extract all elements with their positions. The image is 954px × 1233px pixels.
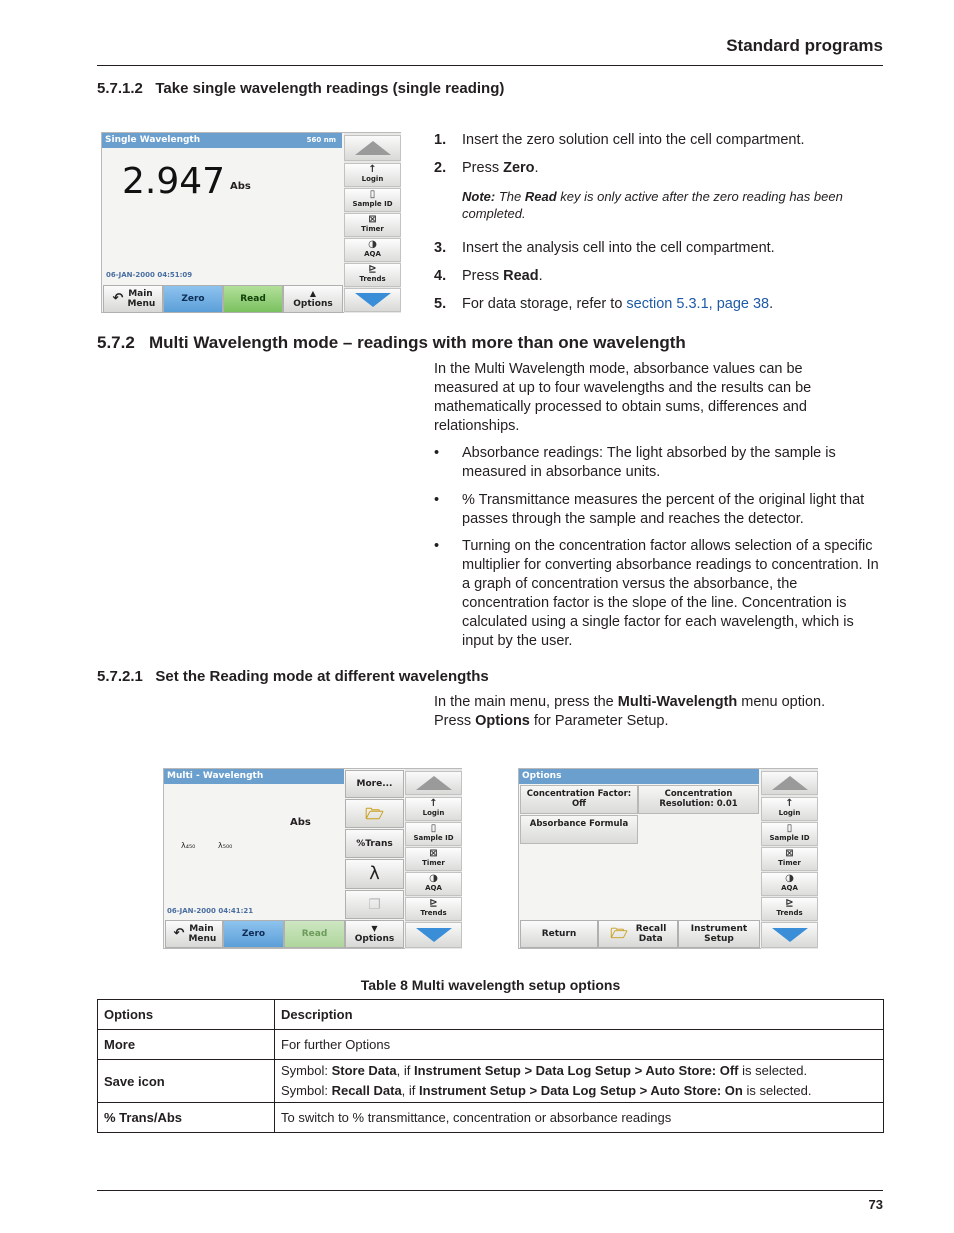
trends-icon: ⊵: [429, 898, 438, 909]
bullet-absorbance: • Absorbance readings: The light absorbed by the sample is measured in absorbance units.: [434, 445, 836, 480]
main-menu-button[interactable]: ↶ Main Menu: [103, 285, 163, 313]
section-5721-line2: Press Options for Parameter Setup.: [434, 713, 669, 729]
absorbance-formula-button[interactable]: Absorbance Formula: [520, 815, 638, 844]
timer-button[interactable]: ⊠ Timer: [761, 847, 818, 871]
read-button[interactable]: Read: [223, 285, 283, 313]
section-link[interactable]: section 5.3.1, page 38: [626, 296, 770, 312]
section-572-heading: 5.7.2 Multi Wavelength mode – readings with more than one wavelength: [97, 333, 686, 352]
copy-button[interactable]: [345, 890, 404, 919]
screen2-unit: Abs: [290, 817, 311, 828]
page-number: 73: [868, 1197, 883, 1212]
options-button[interactable]: ▼ Options: [345, 920, 404, 948]
table-header-options: Options: [98, 1000, 275, 1030]
aqa-icon: ◑: [429, 873, 438, 884]
concentration-resolution-button[interactable]: Concentration Resolution: 0.01: [638, 785, 759, 814]
table-row: Save icon Symbol: Store Data, if Instrument Setup > Data Log Setup > Auto Store: Off is selected. Symbol: Recall Data, if Instrument Setup > Data Log Setup > Auto Store: On is selected.: [98, 1060, 884, 1103]
back-icon: ↶: [173, 926, 185, 941]
timer-icon: ⊠: [368, 214, 377, 225]
save-desc-line1: Symbol: Store Data, if Instrument Setup > Data Log Setup > Auto Store: Off is selected.: [281, 1063, 808, 1078]
concentration-factor-button[interactable]: Concentration Factor: Off: [520, 785, 638, 814]
sample-id-button[interactable]: ▯ Sample ID: [405, 822, 462, 846]
login-button[interactable]: ↑ Login: [344, 163, 401, 187]
section-5721-line1: In the main menu, press the Multi-Wavelength menu option.: [434, 694, 826, 710]
copy-icon: ❐: [368, 896, 381, 913]
main-menu-button[interactable]: ↶ Main Menu: [165, 920, 223, 948]
scroll-up-button[interactable]: [405, 771, 462, 795]
screen3-sidebar: [761, 769, 818, 949]
sample-id-button[interactable]: ▯ Sample ID: [344, 188, 401, 212]
more-button[interactable]: More...: [345, 770, 404, 798]
screen2-lambda2: λ₅₀₀: [218, 841, 233, 850]
aqa-button[interactable]: ◑ AQA: [344, 238, 401, 262]
save-desc-line2: Symbol: Recall Data, if Instrument Setup > Data Log Setup > Auto Store: On is selected.: [281, 1083, 812, 1098]
screen-single-wavelength: [101, 132, 401, 313]
scroll-down-button[interactable]: [405, 922, 462, 948]
section-5712-heading: 5.7.1.2 Take single wavelength readings (single reading): [97, 80, 505, 97]
sample-cell-icon: ▯: [369, 189, 376, 200]
login-arrow-icon: ↑: [368, 164, 377, 175]
screen2-title: Multi - Wavelength: [164, 769, 344, 784]
sample-cell-icon: ▯: [430, 823, 437, 834]
aqa-icon: ◑: [785, 873, 794, 884]
screen-multi-wavelength: [163, 768, 462, 949]
screen2-timestamp: 06-JAN-2000 04:41:21: [167, 907, 254, 915]
login-button[interactable]: ↑ Login: [405, 797, 462, 821]
scroll-down-button[interactable]: [344, 288, 401, 312]
login-arrow-icon: ↑: [785, 798, 794, 809]
table-caption: Table 8 Multi wavelength setup options: [360, 977, 621, 993]
lambda-button[interactable]: λ: [345, 859, 404, 889]
timer-button[interactable]: ⊠ Timer: [344, 213, 401, 237]
trends-icon: ⊵: [785, 898, 794, 909]
screen1-titlebar: [102, 133, 342, 148]
screen1-sidebar: [344, 133, 401, 313]
zero-button[interactable]: Zero: [163, 285, 223, 313]
sample-id-button[interactable]: ▯ Sample ID: [761, 822, 818, 846]
options-button[interactable]: ▲ Options: [283, 285, 343, 313]
page-footer: [97, 1190, 883, 1215]
folder-icon: 🗁: [365, 804, 384, 823]
options-up-icon: ▲: [309, 289, 317, 298]
screen1-title: Single Wavelength: [105, 135, 201, 145]
scroll-up-button[interactable]: [344, 135, 401, 161]
trends-button[interactable]: ⊵ Trends: [761, 897, 818, 921]
timer-icon: ⊠: [429, 848, 438, 859]
screen-options: [518, 768, 818, 949]
login-arrow-icon: ↑: [429, 798, 438, 809]
screen1-wavelength: 560 nm: [306, 136, 336, 144]
trans-button[interactable]: %Trans: [345, 829, 404, 858]
recall-data-button[interactable]: 🗁 Recall Data: [598, 920, 678, 948]
options-down-icon: ▼: [371, 924, 378, 933]
section-572-intro: In the Multi Wavelength mode, absorbance values can be measured at up to four wavelengths and the results can be mathematically processed to obtain sums, differences and relationships.: [434, 361, 812, 434]
table-row: % Trans/Abs To switch to % transmittance, concentration or absorbance readings: [98, 1103, 884, 1133]
aqa-icon: ◑: [368, 239, 377, 250]
save-data-button[interactable]: [345, 799, 404, 828]
bullet-transmittance: • % Transmittance measures the percent of the original light that passes through the sample and reaches the detector.: [434, 492, 865, 527]
note-read-key: Note: The Read key is only active after the zero reading has been completed.: [462, 189, 843, 221]
screen2-lambda1: λ₄₅₀: [181, 841, 196, 850]
return-button[interactable]: Return: [520, 920, 598, 948]
screen1-timestamp: 06-JAN-2000 04:51:09: [106, 271, 193, 279]
folder-icon: 🗁: [610, 926, 628, 942]
bullet-concentration: • Turning on the concentration factor allows selection of a specific multiplier for converting absorbance readings to concentration. In a graph of concentration versus the absorbance, the concentration factor is the slope of the line. Concentration is calculated using a single factor for each wavelength, which is input by the user.: [434, 538, 879, 649]
timer-button[interactable]: ⊠ Timer: [405, 847, 462, 871]
header-title: Standard programs: [726, 36, 883, 55]
screen2-sidebar: [405, 769, 462, 949]
login-button[interactable]: ↑ Login: [761, 797, 818, 821]
aqa-button[interactable]: ◑ AQA: [405, 872, 462, 896]
aqa-button[interactable]: ◑ AQA: [761, 872, 818, 896]
timer-icon: ⊠: [785, 848, 794, 859]
screen1-value: 2.947: [122, 161, 226, 202]
options-table: [97, 999, 884, 1133]
screen1-unit: Abs: [230, 181, 251, 192]
section-5721-heading: 5.7.2.1 Set the Reading mode at different wavelengths: [97, 668, 489, 685]
screen3-title: Options: [519, 769, 759, 784]
zero-button[interactable]: Zero: [223, 920, 284, 948]
instrument-setup-button[interactable]: Instrument Setup: [678, 920, 760, 948]
read-button[interactable]: Read: [284, 920, 345, 948]
sample-cell-icon: ▯: [786, 823, 793, 834]
scroll-up-button[interactable]: [761, 771, 818, 795]
back-icon: ↶: [112, 291, 124, 306]
scroll-down-button[interactable]: [761, 922, 818, 948]
table-row: More For further Options: [98, 1030, 884, 1060]
trends-button[interactable]: ⊵ Trends: [344, 263, 401, 287]
table-header-description: Description: [275, 1000, 884, 1030]
trends-icon: ⊵: [368, 264, 377, 275]
table-header-row: [98, 1000, 884, 1030]
trends-button[interactable]: ⊵ Trends: [405, 897, 462, 921]
page-header: [97, 36, 883, 66]
